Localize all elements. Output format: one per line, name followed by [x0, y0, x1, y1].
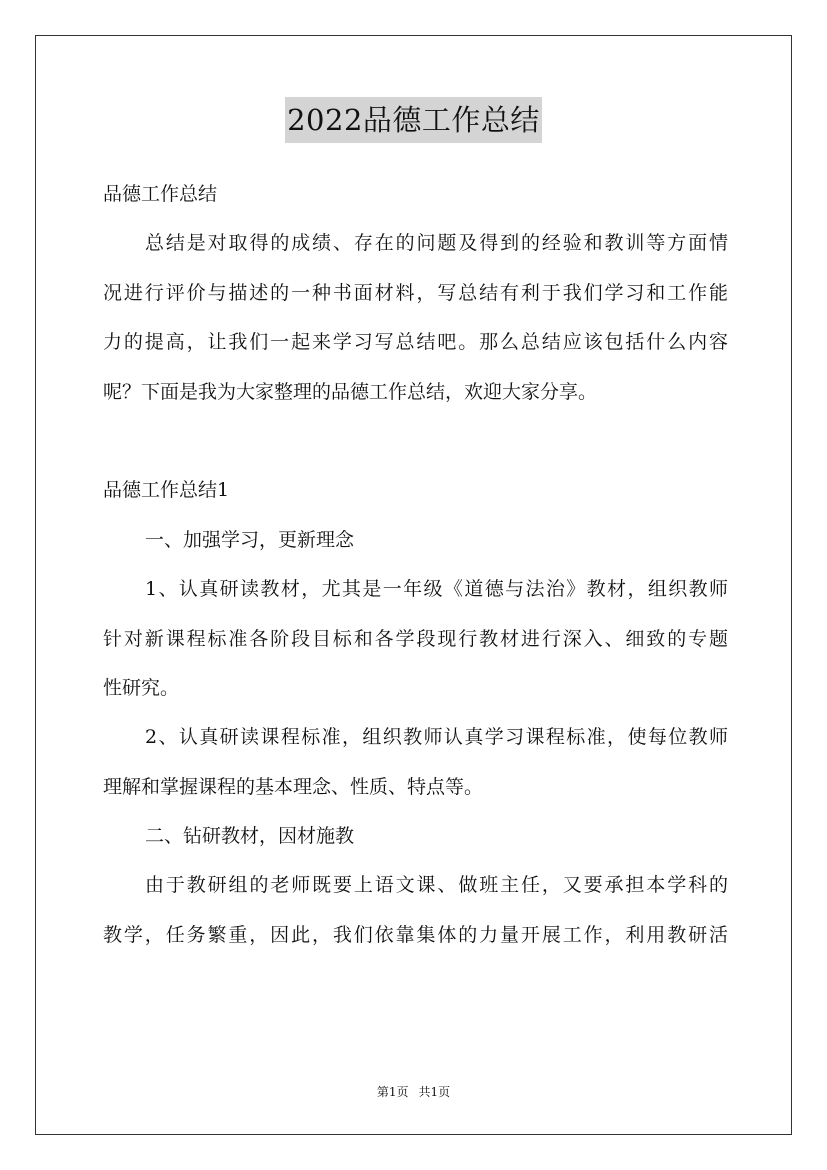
title-area [0, 97, 827, 143]
text-line: 力的提高，让我们一起来学习写总结吧。那么总结应该包括什么内容 [103, 331, 728, 354]
page-number: 第1页 [376, 1085, 409, 1099]
text-line: 教学，任务繁重，因此，我们依靠集体的力量开展工作，利用教研活 [103, 923, 728, 946]
text-line: 理解和掌握课程的基本理念、性质、特点等。 [103, 775, 484, 798]
blank-line [103, 417, 728, 466]
text-line: 一、加强学习，更新理念 [145, 528, 355, 551]
text-line: 总结是对取得的成绩、存在的问题及得到的经验和教训等方面情 [145, 232, 728, 255]
document-body [103, 170, 728, 960]
text-line: 况进行评价与描述的一种书面材料，写总结有利于我们学习和工作能 [103, 281, 728, 304]
page-total: 共1页 [418, 1085, 451, 1099]
page-footer [0, 1083, 827, 1101]
text-line: 品德工作总结1 [103, 479, 230, 502]
text-line: 二、钻研教材，因材施教 [145, 825, 355, 848]
text-line: 2、认真研读课程标准，组织教师认真学习课程标准，使每位教师 [145, 726, 728, 749]
document-title: 2022品德工作总结 [285, 97, 542, 143]
text-line: 呢？下面是我为大家整理的品德工作总结，欢迎大家分享。 [103, 380, 598, 403]
text-line: 由于教研组的老师既要上语文课、做班主任，又要承担本学科的 [145, 874, 728, 897]
text-line: 1、认真研读教材，尤其是一年级《道德与法治》教材，组织教师 [145, 578, 728, 601]
text-line: 针对新课程标准各阶段目标和各学段现行教材进行深入、细致的专题 [103, 627, 728, 650]
text-line: 性研究。 [103, 676, 180, 699]
text-line: 品德工作总结 [103, 183, 218, 205]
